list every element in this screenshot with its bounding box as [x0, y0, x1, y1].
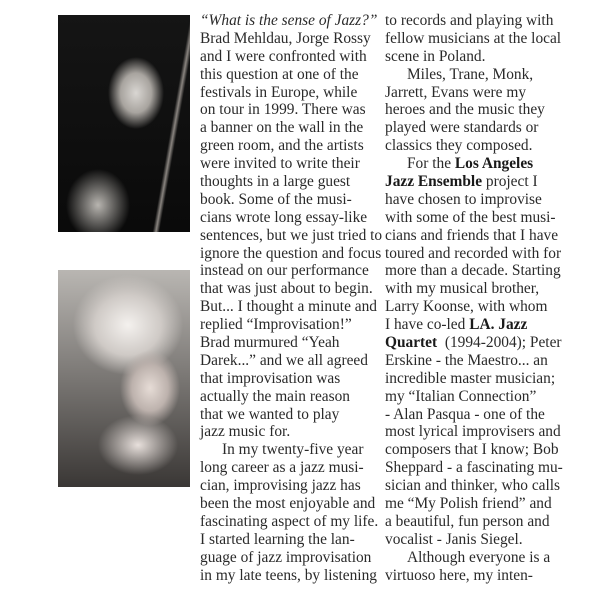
text-line	[385, 119, 563, 137]
text-segment: guage of jazz improvisation	[200, 548, 372, 566]
photo-vocalist-portrait	[58, 270, 190, 487]
text-segment: actually the main reason	[200, 387, 350, 405]
text-line	[385, 12, 563, 30]
text-segment: long career as a jazz musi-	[200, 459, 364, 477]
text-line	[200, 209, 382, 227]
text-line	[385, 66, 563, 84]
text-line	[385, 209, 563, 227]
text-line	[385, 48, 563, 66]
text-line	[200, 84, 382, 102]
text-segment: me “My Polish friend” and	[385, 495, 552, 513]
text-segment: cians wrote long essay-like	[200, 208, 368, 226]
text-line	[200, 137, 382, 155]
text-segment: sician and thinker, who calls	[385, 477, 561, 495]
text-line	[200, 423, 382, 441]
text-line	[385, 191, 563, 209]
text-segment: instead on our performance	[200, 262, 369, 280]
text-line	[385, 549, 563, 567]
text-segment: that we wanted to play	[200, 405, 340, 423]
text-segment: project I	[482, 173, 538, 191]
text-line	[385, 334, 563, 352]
text-line	[385, 513, 563, 531]
text-segment: with some of the best musi-	[385, 208, 556, 226]
text-segment: in my late teens, by listening	[200, 566, 377, 584]
text-segment: Larry Koonse, with whom	[385, 298, 548, 316]
text-segment: jazz music for.	[200, 423, 291, 441]
text-line	[200, 531, 382, 549]
text-line	[385, 352, 563, 370]
text-segment: cians and friends that I have	[385, 226, 559, 244]
text-segment: Darek...” and we all agreed	[200, 351, 368, 369]
text-line	[385, 388, 563, 406]
text-segment: Brad murmured “Yeah	[200, 334, 340, 352]
text-segment: scene in Poland.	[385, 47, 486, 65]
text-segment: But... I thought a minute and	[200, 298, 377, 316]
text-line	[385, 155, 563, 173]
text-line	[385, 316, 563, 334]
text-line	[200, 298, 382, 316]
text-segment: In my twenty-five year	[222, 441, 364, 459]
text-line	[385, 477, 563, 495]
text-segment: thoughts in a large guest	[200, 173, 351, 191]
text-segment: a beautiful, fun person and	[385, 512, 550, 530]
text-segment: more than a decade. Starting	[385, 262, 561, 280]
text-column-left	[200, 12, 382, 585]
text-line	[200, 388, 382, 406]
text-segment: ignore the question and focus	[200, 244, 382, 262]
text-line	[385, 567, 563, 585]
text-segment: sentences, but we just tried to	[200, 226, 383, 244]
text-line	[200, 101, 382, 119]
text-line	[200, 245, 382, 263]
text-line	[200, 459, 382, 477]
text-line	[200, 119, 382, 137]
text-segment: virtuoso here, my inten-	[385, 566, 533, 584]
text-line	[200, 406, 382, 424]
text-line	[385, 531, 563, 549]
text-segment: (1994-2004); Peter	[437, 334, 562, 352]
text-segment: vocalist - Janis Siegel.	[385, 530, 523, 548]
text-line	[200, 495, 382, 513]
text-segment: with my musical brother,	[385, 280, 540, 298]
text-segment: been the most enjoyable and	[200, 495, 376, 513]
text-segment: - Alan Pasqua - one of the	[385, 405, 545, 423]
text-line	[200, 262, 382, 280]
text-line	[385, 227, 563, 245]
text-segment: incredible master musician;	[385, 369, 556, 387]
text-line	[385, 441, 563, 459]
bold-text: Jazz Ensemble	[385, 173, 483, 191]
text-line	[200, 441, 382, 459]
text-segment: that improvisation was	[200, 369, 341, 387]
text-segment: have chosen to improvise	[385, 190, 542, 208]
text-column-right	[385, 12, 563, 585]
text-segment: replied “Improvisation!”	[200, 316, 352, 334]
text-segment: that was just about to begin.	[200, 280, 373, 298]
text-segment: Jarrett, Evans were my	[385, 83, 527, 101]
text-line	[385, 173, 563, 191]
bold-text: Los Angeles	[454, 155, 534, 173]
text-line	[200, 513, 382, 531]
text-segment: Sheppard - a fascinating mu-	[385, 459, 563, 477]
text-line	[200, 549, 382, 567]
text-line	[200, 30, 382, 48]
text-segment: on tour in 1999. There was	[200, 101, 366, 119]
bold-text: LA. Jazz	[469, 316, 528, 334]
bold-text: Quartet	[385, 334, 438, 352]
text-line	[200, 227, 382, 245]
text-line	[385, 30, 563, 48]
text-line	[200, 12, 382, 30]
text-line	[200, 155, 382, 173]
text-segment: played were standards or	[385, 119, 539, 137]
text-line	[385, 101, 563, 119]
text-segment: fellow musicians at the local	[385, 29, 562, 47]
text-segment: to records and playing with	[385, 12, 554, 29]
photo-bassist-portrait	[58, 15, 190, 232]
text-segment: For the	[407, 155, 455, 173]
text-segment: I started learning the lan-	[200, 530, 355, 548]
text-segment: classics they composed.	[385, 137, 533, 155]
text-segment: cian, improvising jazz has	[200, 477, 361, 495]
text-line	[200, 477, 382, 495]
text-segment: heroes and the music they	[385, 101, 545, 119]
text-line	[200, 370, 382, 388]
text-line	[385, 137, 563, 155]
text-line	[385, 84, 563, 102]
text-line	[385, 495, 563, 513]
text-segment: toured and recorded with for	[385, 244, 562, 262]
text-segment: most lyrical improvisers and	[385, 423, 561, 441]
text-segment: festivals in Europe, while	[200, 83, 358, 101]
text-segment: book. Some of the musi-	[200, 190, 352, 208]
text-line	[200, 352, 382, 370]
text-line	[200, 316, 382, 334]
text-segment: Brad Mehldau, Jorge Rossy	[200, 29, 371, 47]
text-line	[385, 459, 563, 477]
text-segment: Although everyone is a	[407, 548, 551, 566]
text-segment: were invited to write their	[200, 155, 360, 173]
text-segment: I have co-led	[385, 316, 470, 334]
text-line	[385, 370, 563, 388]
text-line	[200, 48, 382, 66]
text-line	[385, 280, 563, 298]
text-line	[385, 423, 563, 441]
text-line	[385, 245, 563, 263]
text-segment: a banner on the wall in the	[200, 119, 364, 137]
text-line	[200, 334, 382, 352]
text-segment: Erskine - the Maestro... an	[385, 351, 548, 369]
text-line	[200, 173, 382, 191]
text-segment: fascinating aspect of my life.	[200, 512, 379, 530]
text-segment: my “Italian Connection”	[385, 387, 537, 405]
text-segment: green room, and the artists	[200, 137, 364, 155]
text-line	[385, 262, 563, 280]
text-line	[200, 567, 382, 585]
text-segment: and I were confronted with	[200, 47, 367, 65]
text-line	[200, 66, 382, 84]
text-segment: Miles, Trane, Monk,	[407, 65, 534, 83]
italic-text: “What is the sense of Jazz?”	[200, 12, 378, 29]
text-line	[200, 280, 382, 298]
text-line	[200, 191, 382, 209]
text-segment: composers that I know; Bob	[385, 441, 559, 459]
text-segment: this question at one of the	[200, 65, 359, 83]
text-line	[385, 406, 563, 424]
text-line	[385, 298, 563, 316]
